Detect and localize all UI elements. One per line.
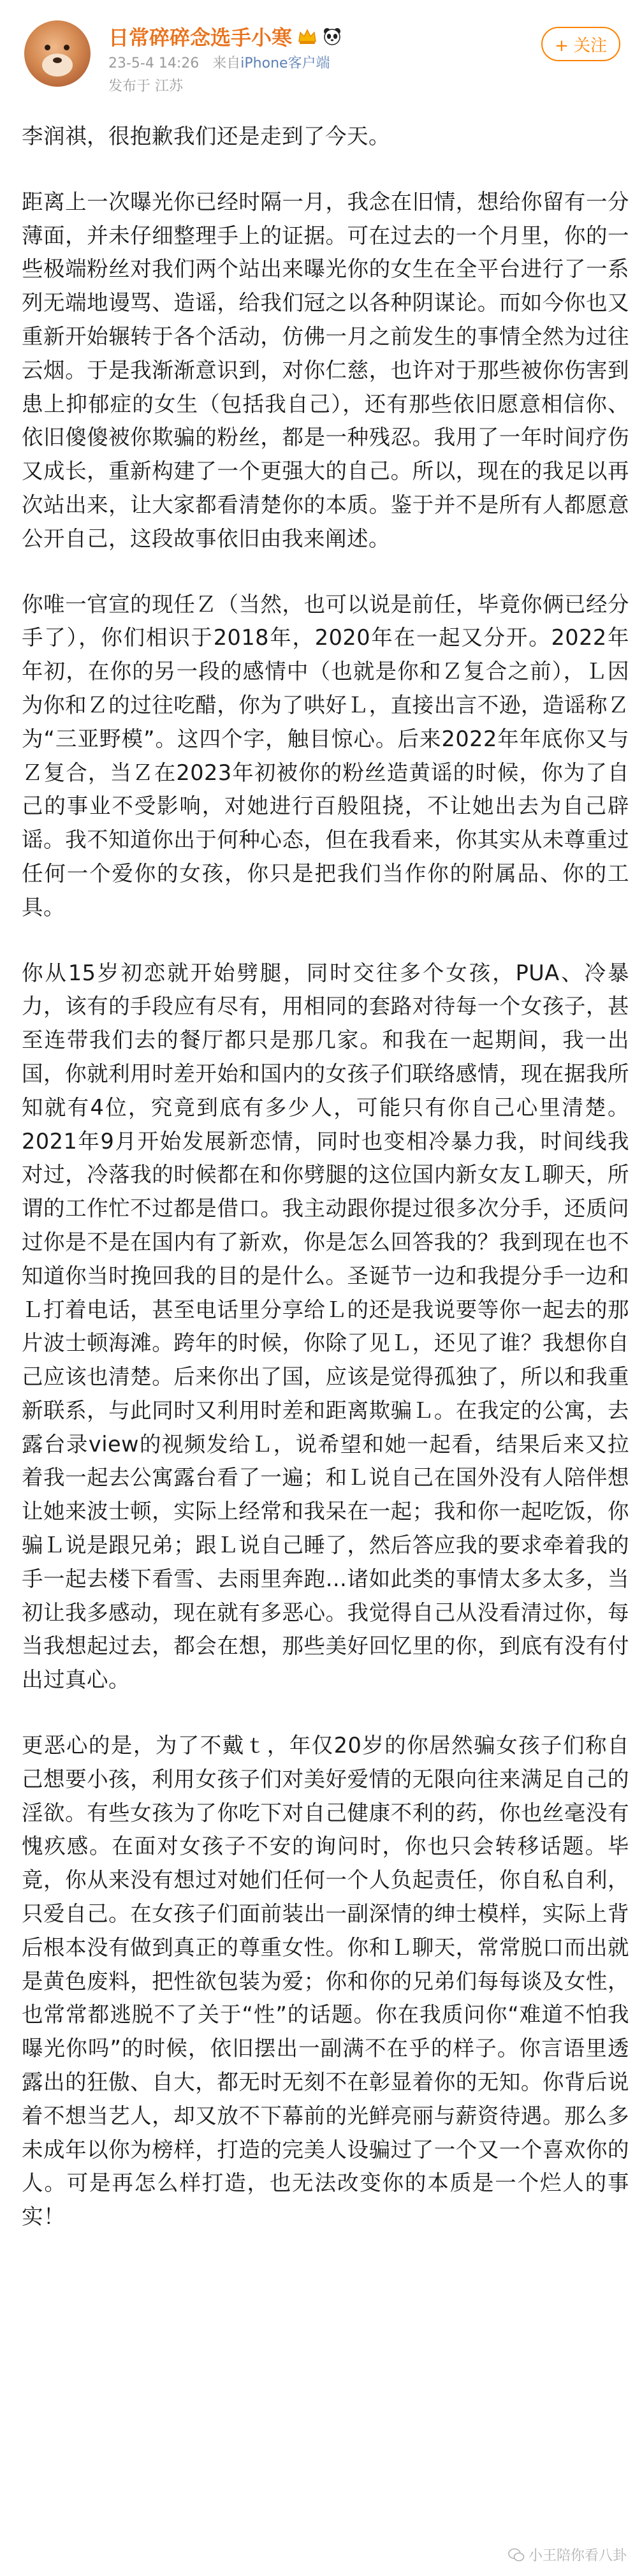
- avatar-nose: [53, 57, 62, 63]
- watermark-text: 小王陪你看八卦: [528, 2548, 627, 2564]
- paragraph: 更恶心的是，为了不戴ｔ，年仅20岁的你居然骗女孩子们称自己想要小孩，利用女孩子们对美好爱情的无限向往来满足自己的淫欲。有些女孩为了你吃下对自己健康不利的药，你也丝毫没有愧疚感。在面对女孩子不安的询问时，你也只会转移话题。毕竟，你从来没有想过对她们任何一个人负起责任，你自私自利，只爱自己。在女孩子们面前装出一副深情的绅士模样，实际上背后根本没有做到真正的尊重女性。你和Ｌ聊天，常常脱口而出就是黄色废料，把性欲包装为爱；你和你的兄弟们每每谈及女性，也常常都逃脱不了关于“性”的话题。你在我质问你“难道不怕我曝光你吗”的时候，依旧摆出一副满不在乎的样子。你言语里透露出的狂傲、自大，都无时无刻不在彰显着你的无知。你背后说着不想当艺人，却又放不下幕前的光鲜亮丽与薪资待遇。那么多未成年以你为榜样，打造的完美人设骗过了一个又一个喜欢你的人。可是再怎么样打造，也无法改变你的本质是一个烂人的事实！: [22, 1733, 629, 2230]
- avatar[interactable]: [24, 20, 91, 87]
- post-time: 23-5-4 14:26: [108, 55, 200, 71]
- avatar-eye: [45, 45, 50, 50]
- post-meta: [108, 52, 330, 72]
- username[interactable]: [108, 22, 342, 51]
- paragraph: 李润祺，很抱歉我们还是走到了今天。: [22, 124, 390, 149]
- wechat-icon: [508, 2548, 525, 2562]
- device-name[interactable]: iPhone客户端: [240, 55, 330, 71]
- post-location: 发布于 江苏: [108, 78, 183, 94]
- watermark: [508, 2545, 627, 2565]
- panda-icon: [323, 27, 342, 46]
- username-text[interactable]: 日常碎碎念选手小寒: [108, 26, 293, 50]
- device-prefix: 来自: [212, 55, 241, 71]
- paragraph-gap: [22, 154, 629, 186]
- paragraph: 你唯一官宣的现任Ｚ（当然，也可以说是前任，毕竟你俩已经分手了），你们相识于2018年，2020年在一起又分开。2022年年初，在你的另一段的感情中（也就是你和Ｚ复合之前），Ｌ因为你和Ｚ的过往吃醋，你为了哄好Ｌ，直接出言不逊，造谣称Ｚ为“三亚野模”。这四个字，触目惊心。后来2022年年底你又与Ｚ复合，当Ｚ在2023年初被你的粉丝造黄谣的时候，你为了自己的事业不受影响，对她进行百般阻挠，不让她出去为自己辟谣。我不知道你出于何种心态，但在我看来，你其实从未尊重过任何一个爱你的女孩，你只是把我们当作你的附属品、你的工具。: [22, 591, 629, 920]
- post-body: [0, 120, 642, 2234]
- paragraph: 你从15岁初恋就开始劈腿，同时交往多个女孩，PUA、冷暴力，该有的手段应有尽有，用相同的套路对待每一个女孩子，甚至连带我们去的餐厅都只是那几家。和我在一起期间，我一出国，你就利用时差开始和国内的女孩子们联络感情，现在据我所知就有4位，究竟到底有多少人，可能只有你自己心里清楚。2021年9月开始发展新恋情，同时也变相冷暴力我，时间线我对过，冷落我的时候都在和你劈腿的这位国内新女友Ｌ聊天，所谓的工作忙不过都是借口。我主动跟你提过很多次分手，还质问过你是不是在国内有了新欢，你是怎么回答我的？我到现在也不知道你当时挽回我的目的是什么。圣诞节一边和我提分手一边和Ｌ打着电话，甚至电话里分享给Ｌ的还是我说要等你一起去的那片波士顿海滩。跨年的时候，你除了见Ｌ，还见了谁？我想你自己应该也清楚。后来你出了国，应该是觉得孤独了，所以和我重新联系，与此同时又利用时差和距离欺骗Ｌ。在我定的公寓，去露台录view的视频发给Ｌ，说希望和她一起看，结果后来又拉着我一起去公寓露台看了一遍；和Ｌ说自己在国外没有人陪伴想让她来波士顿，实际上经常和我呆在一起；我和你一起吃饭，你骗Ｌ说是跟兄弟；跟Ｌ说自己睡了，然后答应我的要求牵着我的手一起去楼下看雪、去雨里奔跑…诸如此类的事情太多太多，当初让我多感动，现在就有多恶心。我觉得自己从没看清过你，每当我想起过去，都会在想，那些美好回忆里的你，到底有没有付出过真心。: [22, 960, 629, 1693]
- paragraph-gap: [22, 1697, 629, 1729]
- paragraph: 距离上一次曝光你已经时隔一月，我念在旧情，想给你留有一分薄面，并未仔细整理手上的证据。可在过去的一个月里，你的一些极端粉丝对我们两个站出来曝光你的女生在全平台进行了一系列无端地谩骂、造谣，给我们冠之以各种阴谋论。而如今你也又重新开始辗转于各个活动，仿佛一月之前发生的事情全然为过往云烟。于是我渐渐意识到，对你仁慈，也许对于那些被你伤害到患上抑郁症的女生（包括我自己），还有那些依旧愿意相信你、依旧傻傻被你欺骗的粉丝，都是一种残忍。我用了一年时间疗伤又成长，重新构建了一个更强大的自己。所以，现在的我足以再次站出来，让大家都看清楚你的本质。鉴于并不是所有人都愿意公开自己，这段故事依旧由我来阐述。: [22, 189, 629, 551]
- paragraph-gap: [22, 925, 629, 957]
- paragraph-gap: [22, 556, 629, 588]
- follow-button[interactable]: + 关注: [541, 27, 620, 61]
- post-device: [212, 55, 330, 71]
- avatar-eye: [64, 45, 69, 50]
- crown-icon: [297, 27, 317, 45]
- post-header: [0, 0, 642, 108]
